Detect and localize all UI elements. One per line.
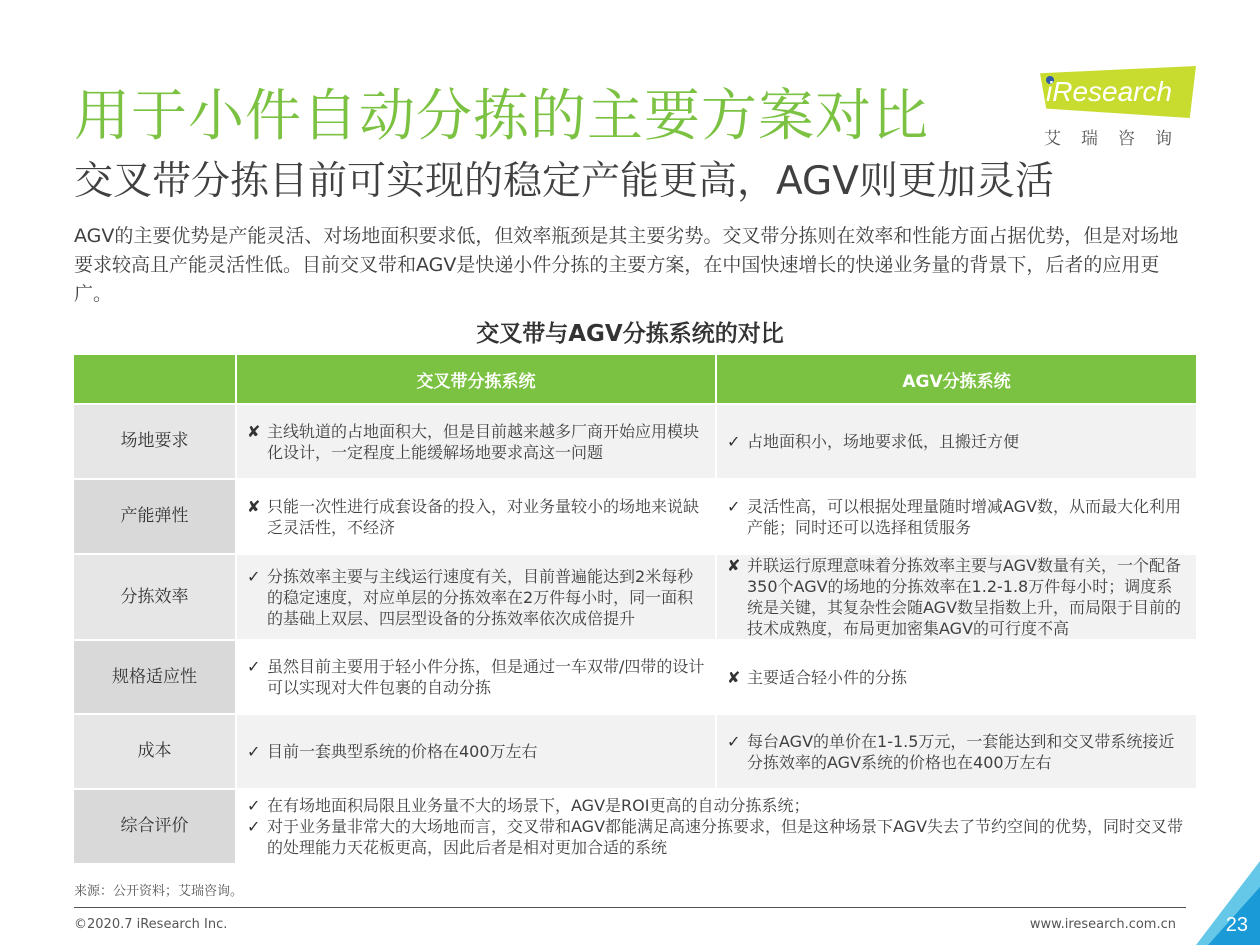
cross-mark-icon: ✘ — [247, 496, 261, 516]
row-label: 分拣效率 — [74, 554, 236, 640]
row-label: 综合评价 — [74, 789, 236, 863]
check-mark-icon: ✓ — [247, 566, 261, 586]
cross-mark-icon: ✘ — [727, 667, 741, 687]
table-row-spec-adaptability — [74, 640, 1196, 714]
row-label: 成本 — [74, 714, 236, 789]
check-mark-icon: ✓ — [247, 796, 261, 815]
header-agv: AGV分拣系统 — [716, 355, 1196, 404]
iresearch-logo — [1040, 66, 1200, 149]
summary-point: 在有场地面积局限且业务量不大的场景下，AGV是ROI更高的自动分拣系统； — [267, 796, 810, 815]
cross-mark-icon: ✘ — [247, 421, 261, 441]
agv-cell — [716, 714, 1196, 789]
intro-paragraph: AGV的主要优势是产能灵活、对场地面积要求低，但效率瓶颈是其主要劣势。交叉带分拣则在效率和性能方面占据优势，但是对场地要求较高且产能灵活性低。目前交叉带和AGV是快递小件分拣的主要方案，在中国快速增长的快递业务量的背景下，后者的应用更广。 — [74, 225, 1179, 305]
table-row-overall-evaluation — [74, 789, 1196, 863]
table-title: 交叉带与AGV分拣系统的对比 — [476, 321, 784, 347]
table-row-cost — [74, 714, 1196, 789]
cross-mark-icon: ✘ — [727, 556, 741, 575]
page-number: 23 — [1225, 914, 1248, 936]
cell-text: 主要适合轻小件的分拣 — [747, 667, 908, 687]
logo-wordmark: iResearch — [1046, 76, 1173, 107]
cell-text: 目前一套典型系统的价格在400万左右 — [267, 742, 538, 761]
cross-belt-cell — [236, 479, 716, 554]
check-mark-icon: ✓ — [247, 742, 261, 761]
check-mark-icon: ✓ — [727, 731, 741, 751]
row-label: 场地要求 — [74, 404, 236, 479]
cross-belt-cell — [236, 714, 716, 789]
cell-text: 每台AGV的单价在1-1.5万元，一套能达到和交叉带系统接近分拣效率的AGV系统的价格也在400万左右 — [747, 731, 1175, 772]
agv-cell — [716, 479, 1196, 554]
cross-belt-cell — [236, 554, 716, 640]
cell-text: 分拣效率主要与主线运行速度有关，目前普遍能达到2米每秒的稳定速度，对应单层的分拣效率在2万件每小时，同一面积的基础上双层、四层型设备的分拣效率依次成倍提升 — [267, 566, 694, 628]
table-row-site-requirement — [74, 404, 1196, 479]
copyright: ©2020.7 iResearch Inc. — [74, 917, 228, 932]
summary-cell — [236, 789, 1196, 863]
agv-cell — [716, 640, 1196, 714]
cell-text: 并联运行原理意味着分拣效率主要与AGV数量有关，一个配备350个AGV的场地的分拣效率在1.2-1.8万件每小时；调度系统是关键，其复杂性会随AGV数呈指数上升，而局限于目前的技术成熟度，布局更加密集AGV的可行度不高 — [747, 556, 1182, 638]
page-title: 用于小件自动分拣的主要方案对比 — [74, 84, 929, 149]
cell-text: 灵活性高，可以根据处理量随时增减AGV数，从而最大化利用产能；同时还可以选择租赁服务 — [747, 496, 1182, 537]
table-row-capacity-flexibility — [74, 479, 1196, 554]
cell-text: 虽然目前主要用于轻小件分拣，但是通过一车双带/四带的设计可以实现对大件包裹的自动分拣 — [267, 657, 705, 697]
table-row-sorting-efficiency — [74, 554, 1196, 640]
header-cross-belt: 交叉带分拣系统 — [236, 355, 716, 404]
check-mark-icon: ✓ — [247, 657, 261, 676]
agv-cell — [716, 404, 1196, 479]
header-corner — [74, 355, 236, 404]
check-mark-icon: ✓ — [727, 432, 741, 451]
source-note: 来源：公开资料；艾瑞咨询。 — [74, 884, 244, 899]
logo-chinese-name: 艾瑞咨询 — [1044, 129, 1192, 149]
cell-text: 主线轨道的占地面积大，但是目前越来越多厂商开始应用模块化设计，一定程度上能缓解场地要求高这一问题 — [267, 421, 700, 462]
cell-text: 占地面积小，场地要求低，且搬迁方便 — [747, 432, 1020, 451]
cross-belt-cell — [236, 404, 716, 479]
website-link[interactable]: www.iresearch.com.cn — [1029, 917, 1176, 932]
comparison-table — [74, 355, 1196, 863]
row-label: 规格适应性 — [74, 640, 236, 714]
table-header-row — [74, 355, 1196, 404]
check-mark-icon: ✓ — [247, 817, 261, 836]
check-mark-icon: ✓ — [727, 496, 741, 516]
footer-divider — [74, 907, 1186, 908]
summary-point: 对于业务量非常大的大场地而言，交叉带和AGV都能满足高速分拣要求，但是这种场景下AGV失去了节约空间的优势，同时交叉带的处理能力天花板更高，因此后者是相对更加合适的系统 — [267, 817, 1184, 857]
agv-cell — [716, 554, 1196, 640]
cell-text: 只能一次性进行成套设备的投入，对业务量较小的场地来说缺乏灵活性，不经济 — [267, 496, 700, 537]
cross-belt-cell — [236, 640, 716, 714]
row-label: 产能弹性 — [74, 479, 236, 554]
page-subtitle: 交叉带分拣目前可实现的稳定产能更高，AGV则更加灵活 — [74, 159, 1054, 204]
